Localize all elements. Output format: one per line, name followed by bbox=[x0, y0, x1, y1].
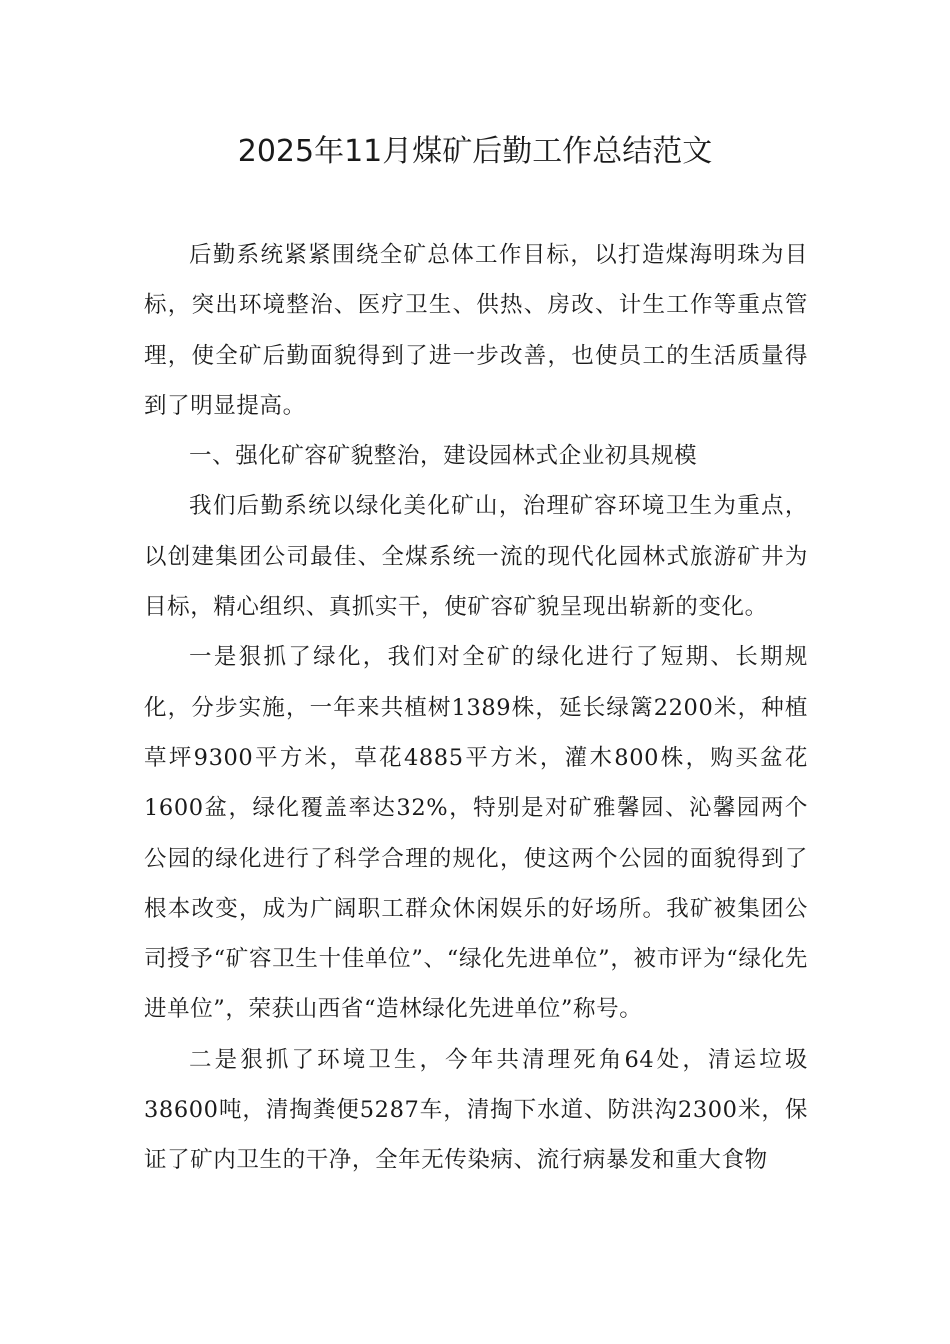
section-heading-1: 一、强化矿容矿貌整治，建设园林式企业初具规模 bbox=[189, 443, 698, 470]
document-title: 2025年11月煤矿后勤工作总结范文 bbox=[237, 134, 713, 169]
paragraph-sanitation: 二是狠抓了环境卫生，今年共清理死角64处，清运垃圾38600吨，清掏粪便5287车，清掏下水道、防洪沟2300米，保证了矿内卫生的干净，全年无传染病、流行病暴发和重大食物 bbox=[144, 1046, 808, 1174]
paragraph-intro: 后勤系统紧紧围绕全矿总体工作目标，以打造煤海明珠为目标，突出环境整治、医疗卫生、供热、房改、计生工作等重点管理，使全矿后勤面貌得到了进一步改善，也使员工的生活质量得到了明显提高。 bbox=[144, 242, 808, 419]
document-body bbox=[144, 230, 808, 1186]
paragraph-section-1-intro: 我们后勤系统以绿化美化矿山，治理矿容环境卫生为重点，以创建集团公司最佳、全煤系统一流的现代化园林式旅游矿井为目标，精心组织、真抓实干，使矿容矿貌呈现出崭新的变化。 bbox=[144, 493, 808, 621]
paragraph-greening: 一是狠抓了绿化，我们对全矿的绿化进行了短期、长期规化，分步实施，一年来共植树1389株，延长绿篱2200米，种植草坪9300平方米，草花4885平方米，灌木800株，购买盆花1600盆，绿化覆盖率达32%，特别是对矿雅馨园、沁馨园两个公园的绿化进行了科学合理的规化，使这两个公园的面貌得到了根本改变，成为广阔职工群众休闲娱乐的好场所。我矿被集团公司授予“矿容卫生十佳单位”、“绿化先进单位”，被市评为“绿化先进单位”，荣获山西省“造林绿化先进单位”称号。 bbox=[144, 644, 808, 1023]
